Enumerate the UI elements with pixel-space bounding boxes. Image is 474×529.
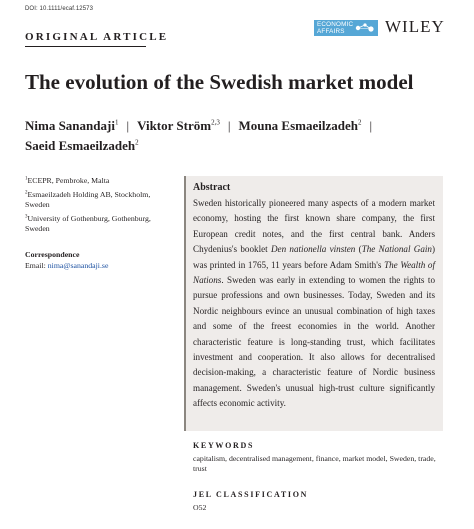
email-label: Email: — [25, 261, 46, 270]
affiliations — [25, 176, 175, 238]
section-rule — [25, 46, 146, 47]
author-separator: | — [126, 118, 130, 133]
section-label: ORIGINAL ARTICLE — [25, 31, 169, 43]
jel-code: O52 — [193, 503, 207, 512]
affiliation: $^2$Esmaeilzadeh Holding AB, Stockholm, Sweden — [25, 190, 151, 209]
journal-logo-line1: ECONOMIC — [317, 21, 354, 28]
affiliation: $^1$ECEPR, Pembroke, Malta — [25, 176, 110, 185]
correspondence-heading: Correspondence — [25, 250, 80, 259]
doi: DOI: 10.1111/ecaf.12573 — [25, 6, 94, 12]
publisher-logo: WILEY — [385, 17, 445, 36]
work-title: The Wealth of Nations — [193, 259, 435, 286]
author-name[interactable]: Saeid Esmaeilzadeh$^2$ — [25, 138, 139, 153]
affiliation: $^3$University of Gothenburg, Gothenburg, Sweden — [25, 214, 151, 233]
author-separator: | — [227, 118, 231, 133]
abstract-heading: Abstract — [193, 182, 231, 193]
email-link[interactable]: nima@sanandaji.se — [47, 261, 109, 270]
keywords-heading: KEYWORDS — [193, 441, 255, 450]
jel-heading: JEL CLASSIFICATION — [193, 490, 309, 499]
author-name[interactable]: Viktor Ström$^{2,3}$ — [137, 118, 220, 133]
keywords-text: capitalism, decentralised management, finance, market model, Sweden, trade, trust — [193, 454, 436, 473]
journal-logo-icon — [354, 22, 376, 34]
work-title: The National Gain — [361, 244, 432, 255]
author-list — [25, 116, 445, 156]
author-separator: | — [369, 118, 373, 133]
author-name[interactable]: Mouna Esmaeilzadeh$^2$ — [238, 118, 362, 133]
journal-logo — [314, 20, 378, 36]
abstract-text: Sweden historically pioneered many aspects of a modern market economy, hosting the first known share company, the first European credit notes, and the first central bank. Anders Chydenius's booklet Den nationella vinsten (The National Gain) was printed in 1765, 11 years before Adam Smith's The Wealth of Nations. Sweden was early in extending to women the rights to pursue professions and own businesses. Today, Sweden and its Nordic neighbours evince an unusual combination of high taxes and some of the freest economies in the world. Another characteristic feature is long-standing trust, which facilitates investment and cooperation. It also allows for decentralised decision-making, a characteristic feature of Nordic business management. Sweden's unusual high-trust culture significantly affects economic activity. — [193, 198, 435, 409]
work-title: Den nationella vinsten — [270, 244, 356, 255]
article-title: The evolution of the Swedish market model — [25, 70, 414, 94]
journal-logo-line2: AFFAIRS — [317, 28, 345, 35]
correspondence-email — [25, 261, 108, 270]
author-name[interactable]: Nima Sanandaji$^1$ — [25, 118, 119, 133]
